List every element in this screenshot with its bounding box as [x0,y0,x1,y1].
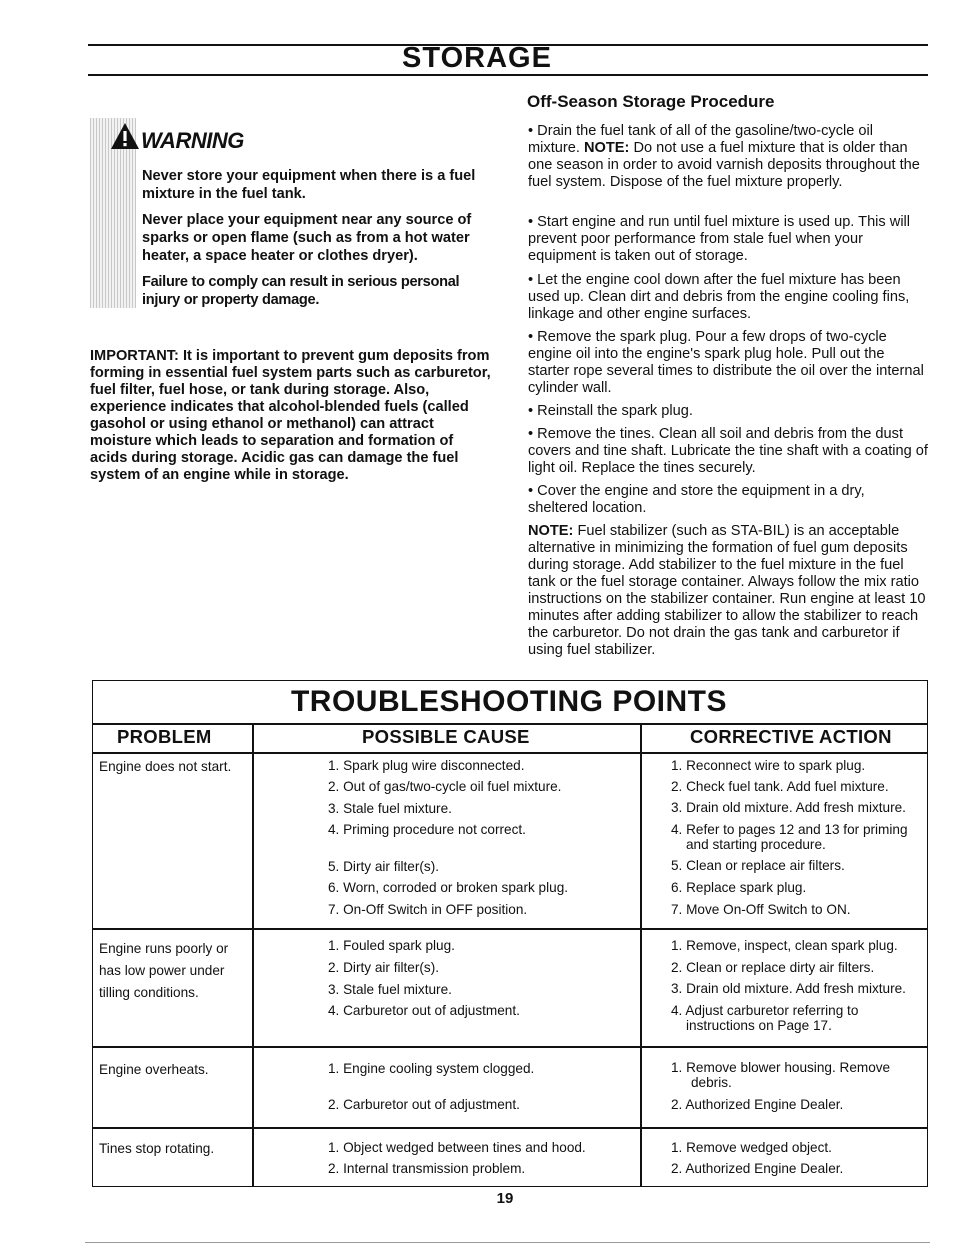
step-text: Drain the fuel tank of all of the gasoline/two-cycle oil mixture. [528,123,874,156]
storage-title: STORAGE [402,42,552,74]
problem-cell: Engine overheats. [99,1062,209,1077]
table-divider [93,1046,927,1048]
table-divider [93,928,927,930]
cause-item: 1. Spark plug wire disconnected. [328,758,525,773]
action-item: 1. Remove blower housing. Remove debris. [671,1060,891,1090]
troubleshooting-title: TROUBLESHOOTING POINTS [290,685,727,718]
cause-item: 3. Stale fuel mixture. [328,801,452,816]
step-text: Let the engine cool down after the fuel mixture has been used up. Clean dirt and debris from the engine cooling fins, linkage and other engine surfaces. [528,272,910,322]
warning-paragraph: Never place your equipment near any source of sparks or open flame (such as from a hot water heater, a space heater or clothes dryer). [142,212,472,264]
action-item: 1. Remove wedged object. [671,1140,832,1155]
cause-item: 5. Dirty air filter(s). [328,859,440,874]
action-item: 2. Authorized Engine Dealer. [671,1161,844,1176]
cause-item: 2. Dirty air filter(s). [328,960,440,975]
cause-item: 7. On-Off Switch in OFF position. [328,902,528,917]
warning-paragraph: Failure to comply can result in serious personal injury or property damage. [142,274,460,308]
action-item: 2. Check fuel tank. Add fuel mixture. [671,779,889,794]
procedure-step [528,123,928,191]
bullet: • [528,403,534,419]
table-divider [93,752,927,754]
table-divider [93,723,927,725]
warning-label: WARNING [141,128,244,153]
action-item: 7. Move On-Off Switch to ON. [671,902,851,917]
cause-item: 4. Priming procedure not correct. [328,822,526,837]
note-label: NOTE: [528,523,574,539]
header-possible-cause: POSSIBLE CAUSE [362,726,530,747]
storage-rule-bottom [88,74,928,76]
action-item: 4. Refer to pages 12 and 13 for priming and starting procedure. [671,822,908,852]
header-problem: PROBLEM [117,726,212,747]
cause-item: 3. Stale fuel mixture. [328,982,452,997]
step-text: Start engine and run until fuel mixture is used up. This will prevent poor performance from stale fuel when your equipment is taken out of storage. [528,214,911,264]
problem-cell: Tines stop rotating. [99,1141,215,1156]
column-divider [252,723,254,1186]
problem-cell: Engine runs poorly or has low power under tilling conditions. [99,941,229,1000]
header-corrective-action: CORRECTIVE ACTION [690,726,892,747]
procedure-step [528,403,928,420]
action-item: 2. Authorized Engine Dealer. [671,1097,844,1112]
cause-item: 1. Engine cooling system clogged. [328,1061,535,1076]
column-divider [640,723,642,1186]
cause-item: 4. Carburetor out of adjustment. [328,1003,520,1018]
action-item: 3. Drain old mixture. Add fresh mixture. [671,800,906,815]
bullet: • [528,426,534,442]
action-item: 2. Clean or replace dirty air filters. [671,960,875,975]
important-notice: IMPORTANT: It is important to prevent gum deposits from forming in essential fuel system parts such as carburetor, fuel filter, fuel hose, or tank during storage. Also, experience indicates that alcohol-blended fuels (called gasohol or using ethanol or methanol) can attract moisture which leads to separation and formation of acids during storage. Acidic gas can damage the fuel system of an engine while in storage. [90,348,491,483]
cause-item: 2. Carburetor out of adjustment. [328,1097,520,1112]
step-text: Cover the engine and store the equipment in a dry, sheltered location. [528,483,865,516]
cause-item: 6. Worn, corroded or broken spark plug. [328,880,569,895]
cause-item: 2. Internal transmission problem. [328,1161,526,1176]
table-divider [93,1127,927,1129]
bullet: • [528,214,534,230]
procedure-step [528,329,928,397]
bullet: • [528,123,534,139]
cause-item: 1. Fouled spark plug. [328,938,455,953]
cause-item: 2. Out of gas/two-cycle oil fuel mixture. [328,779,562,794]
bullet: • [528,272,534,288]
procedure-step [528,426,928,477]
problem-cell: Engine does not start. [99,759,232,774]
action-item: 3. Drain old mixture. Add fresh mixture. [671,981,906,996]
page-number: 19 [496,1190,514,1207]
action-item: 1. Remove, inspect, clean spark plug. [671,938,898,953]
note-text: Fuel stabilizer (such as STA-BIL) is an acceptable alternative in minimizing the formation of fuel gum deposits during storage. Add stabilizer to the fuel mixture in the fuel tank or the fuel storage container. Always follow the mix ratio instructions on the stabilizer container. Run engine at least 10 minutes after adding stabilizer to allow the stabilizer to reach the carburetor. Do not drain the gas tank and carburetor if using fuel stabilizer. [528,523,926,658]
procedure-step [528,214,928,265]
step-text: Do not use a fuel mixture that is older than one season in order to avoid varnish deposits throughout the fuel system. Dispose of the fuel mixture properly. [528,140,920,190]
step-text: Remove the spark plug. Pour a few drops of two-cycle engine oil into the engine's spark plug hole. Pull out the starter rope several times to distribute the oil over the internal cylinder wall. [528,329,924,396]
procedure-title: Off-Season Storage Procedure [527,92,775,111]
cause-item: 1. Object wedged between tines and hood. [328,1140,586,1155]
action-item: 4. Adjust carburetor referring to instructions on Page 17. [671,1003,859,1033]
bullet: • [528,329,534,345]
bullet: • [528,483,534,499]
stabilizer-note [528,523,928,659]
step-text: Remove the tines. Clean all soil and debris from the dust covers and tine shaft. Lubricate the tine shaft with a coating of light oil. Replace the tines securely. [528,426,928,476]
action-item: 6. Replace spark plug. [671,880,807,895]
procedure-step [528,272,928,323]
warning-paragraph: Never store your equipment when there is a fuel mixture in the fuel tank. [142,168,476,202]
warning-triangle-icon [110,122,140,150]
footer-rule [85,1242,930,1243]
action-item: 5. Clean or replace air filters. [671,858,845,873]
action-item: 1. Reconnect wire to spark plug. [671,758,866,773]
step-text: Reinstall the spark plug. [537,403,693,419]
procedure-step [528,483,928,517]
note-label: NOTE: [583,140,630,156]
